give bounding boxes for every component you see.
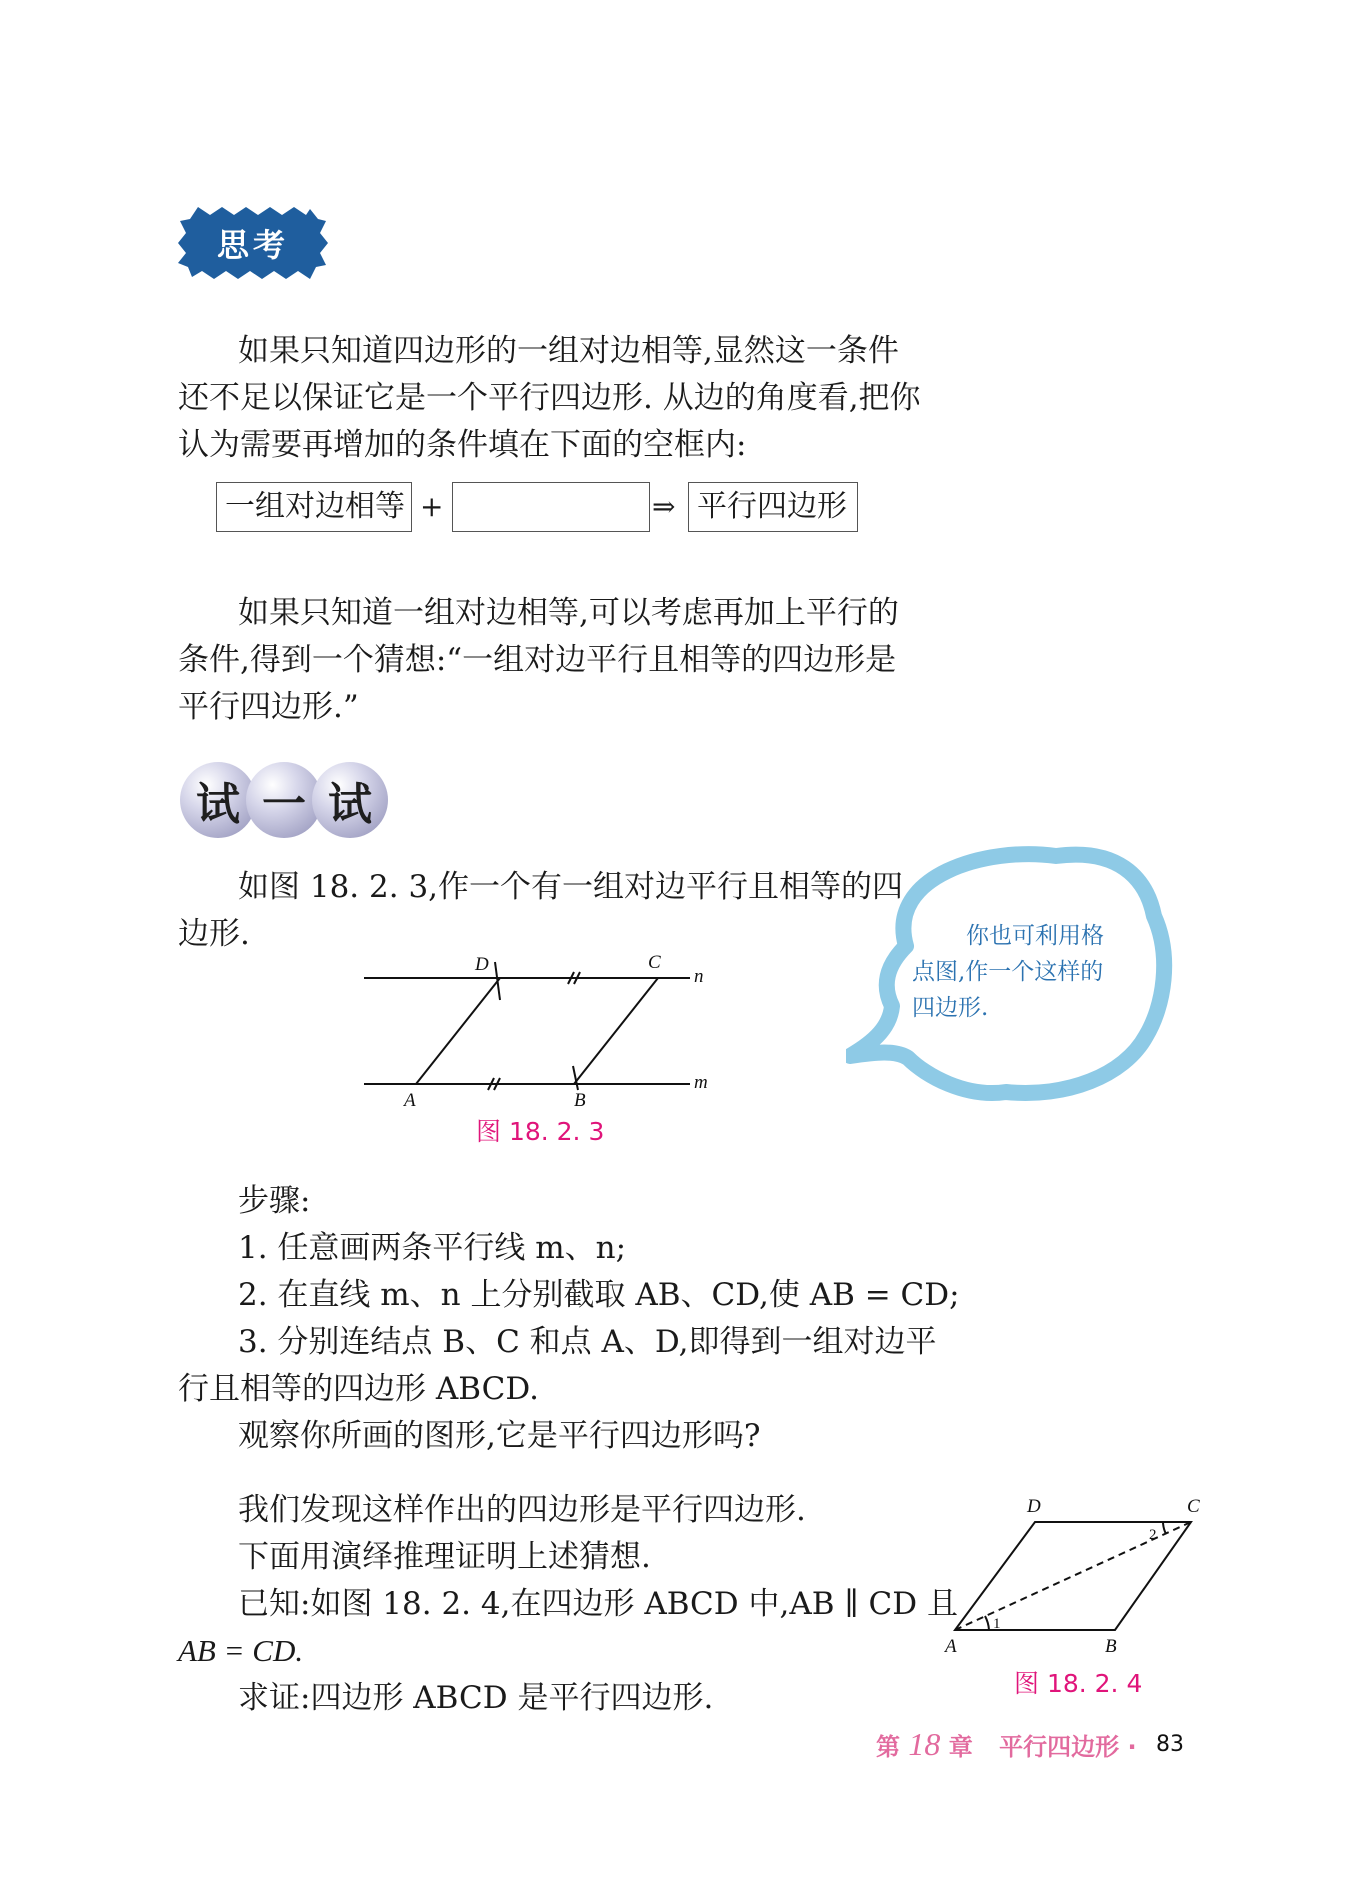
footer-chapter (876, 1726, 1137, 1763)
plus-sign: + (420, 490, 444, 523)
bubble-line3: 四边形. (912, 995, 989, 1021)
proof-line2: 下面用演绎推理证明上述猜想. (238, 1539, 651, 1575)
fig1-label-m: m (694, 1072, 708, 1093)
proof-given-line2: AB = CD. (178, 1633, 304, 1668)
fig2-label-A: A (945, 1636, 957, 1657)
footer-chapter-title: 平行四边形 (999, 1732, 1120, 1761)
fig1-label-D: D (475, 954, 489, 975)
parallelogram-construction-diagram (360, 950, 720, 1110)
conjecture-line2: 条件,得到一个猜想:“一组对边平行且相等的四边形是 (178, 642, 897, 678)
fig2-label-C: C (1187, 1496, 1200, 1517)
proof-given-line1: 已知:如图 18. 2. 4,在四边形 ABCD 中,AB ∥ CD 且 (238, 1586, 958, 1622)
try-char-3: 试 (312, 762, 388, 838)
fig1-label-A: A (404, 1090, 416, 1110)
footer-chapter-prefix: 第 (876, 1733, 900, 1761)
proof-prove: 求证:四边形 ABCD 是平行四边形. (238, 1680, 714, 1716)
fig2-angle-1: 1 (993, 1616, 1001, 1632)
bubble-line1: 你也可利用格 (966, 923, 1104, 949)
think-badge (178, 205, 328, 281)
step-2: 2. 在直线 m、n 上分别截取 AB、CD,使 AB = CD; (238, 1277, 960, 1313)
footer-chapter-suffix: 章 (948, 1733, 973, 1761)
step-1: 1. 任意画两条平行线 m、n; (238, 1230, 627, 1266)
figure-18-2-4-caption: 图 18. 2. 4 (1014, 1669, 1143, 1698)
steps-title: 步骤: (238, 1183, 311, 1219)
try-badge (180, 760, 390, 844)
fig2-label-D: D (1027, 1496, 1041, 1517)
condition-box-result: 平行四边形 (688, 482, 858, 532)
fig1-label-C: C (648, 952, 661, 973)
bubble-line2: 点图,作一个这样的 (912, 959, 1104, 985)
fig1-label-n: n (694, 966, 704, 987)
fig2-angle-2: 2 (1149, 1527, 1157, 1543)
think-badge-label: 思考 (216, 226, 289, 264)
proof-line1: 我们发现这样作出的四边形是平行四边形. (238, 1492, 806, 1528)
figure-18-2-3-caption: 图 18. 2. 3 (476, 1117, 605, 1146)
steps-question: 观察你所画的图形,它是平行四边形吗? (238, 1418, 761, 1454)
step-3b: 行且相等的四边形 ABCD. (178, 1371, 539, 1407)
think-text-line1: 如果只知道四边形的一组对边相等,显然这一条件 (238, 333, 899, 369)
footer-dot: · (1127, 1733, 1137, 1761)
conjecture-line3: 平行四边形.” (178, 689, 359, 725)
figure-18-2-4 (935, 1490, 1215, 1660)
think-text-line2: 还不足以保证它是一个平行四边形. 从边的角度看,把你 (178, 380, 921, 416)
footer-chapter-number: 18 (908, 1726, 941, 1762)
implies-arrow: ⇒ (652, 490, 676, 523)
condition-blank-input[interactable] (452, 482, 650, 532)
condition-box-given: 一组对边相等 (216, 482, 412, 532)
try-text-line1: 如图 18. 2. 3,作一个有一组对边平行且相等的四 (238, 869, 904, 905)
think-text-line3: 认为需要再增加的条件填在下面的空框内: (178, 427, 747, 463)
try-char-1: 试 (180, 762, 256, 838)
hint-bubble (846, 836, 1176, 1104)
page-number: 83 (1156, 1732, 1184, 1757)
conjecture-line1: 如果只知道一组对边相等,可以考虑再加上平行的 (238, 595, 899, 631)
try-text-line2: 边形. (178, 916, 250, 952)
try-char-2: 一 (246, 762, 322, 838)
step-3a: 3. 分别连结点 B、C 和点 A、D,即得到一组对边平 (238, 1324, 937, 1360)
figure-18-2-3 (360, 950, 720, 1110)
parallelogram-proof-diagram (935, 1490, 1215, 1660)
fig2-label-B: B (1105, 1636, 1117, 1657)
fig1-label-B: B (574, 1090, 586, 1110)
